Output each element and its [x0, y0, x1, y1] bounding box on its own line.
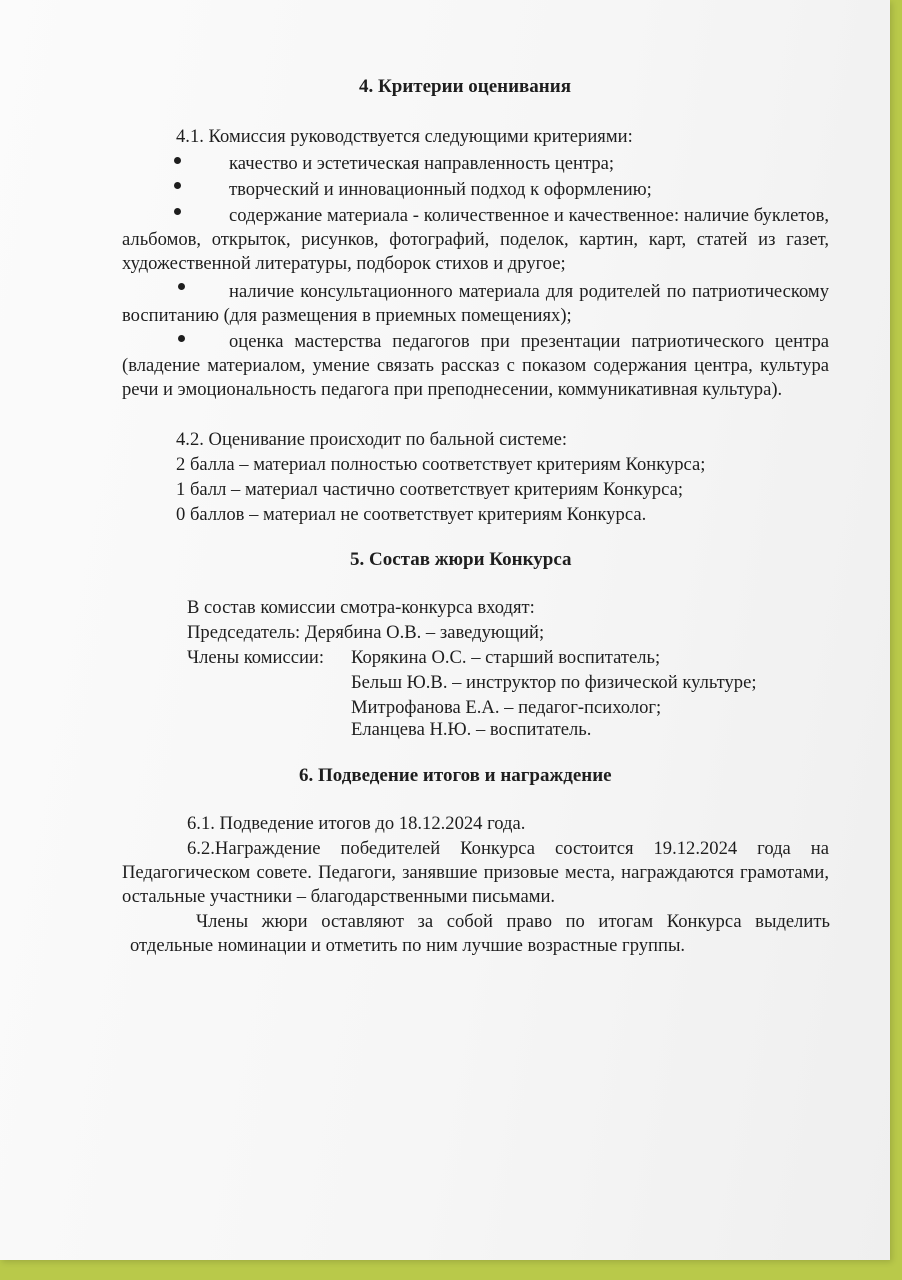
- criteria-item-2: творческий и инновационный подход к оформлению;: [229, 179, 652, 200]
- criteria-item-3: содержание материала - количественное и качественное: наличие буклетов, альбомов, открыток, рисунков, фотографий, поделок, картин, карт, статей из газет, художественной литературы, подборок стихов и другое;: [122, 205, 829, 274]
- item-4-2: 4.2. Оценивание происходит по бальной системе:: [176, 429, 568, 450]
- jury-members-label: Члены комиссии:: [187, 647, 325, 668]
- score-0: 0 баллов – материал не соответствует критериям Конкурса.: [176, 504, 647, 525]
- jury-member: Еланцева Н.Ю. – воспитатель.: [351, 719, 592, 740]
- jury-chair: Председатель: Дерябина О.В. – заведующий;: [187, 622, 545, 643]
- section-4-heading: 4. Критерии оценивания: [359, 76, 571, 97]
- jury-intro: В состав комиссии смотра-конкурса входят:: [187, 597, 535, 618]
- criteria-item-5: оценка мастерства педагогов при презентации патриотического центра (владение материалом, умение связать рассказ с показом содержания центра, культура речи и эмоциональность педагога при преподнесении, коммуникативная культура).: [122, 331, 829, 400]
- criteria-item-4: наличие консультационного материала для родителей по патриотическому воспитанию (для размещения в приемных помещениях);: [122, 281, 829, 326]
- section-5-heading: 5. Состав жюри Конкурса: [350, 549, 572, 570]
- jury-member: Бельш Ю.В. – инструктор по физической культуре;: [351, 672, 757, 693]
- jury-member: Митрофанова Е.А. – педагог-психолог;: [351, 697, 662, 718]
- bullet-icon: [174, 157, 181, 164]
- results-date: 6.1. Подведение итогов до 18.12.2024 года.: [187, 813, 526, 834]
- jury-member: Корякина О.С. – старший воспитатель;: [351, 647, 661, 668]
- jury-rights-paragraph: Члены жюри оставляют за собой право по итогам Конкурса выделить отдельные номинации и отметить по ним лучшие возрастные группы.: [130, 911, 830, 956]
- score-1: 1 балл – материал частично соответствует критериям Конкурса;: [176, 479, 683, 500]
- criteria-intro: 4.1. Комиссия руководствуется следующими критериями:: [176, 126, 633, 147]
- awards-paragraph: 6.2.Награждение победителей Конкурса состоится 19.12.2024 года на Педагогическом совете. Педагоги, занявшие призовые места, награждаются грамотами, остальные участники – благодарственными письмами.: [122, 838, 829, 907]
- section-6-heading: 6. Подведение итогов и награждение: [299, 765, 612, 786]
- bullet-icon: [174, 182, 181, 189]
- score-2: 2 балла – материал полностью соответствует критериям Конкурса;: [176, 454, 706, 475]
- criteria-item-1: качество и эстетическая направленность центра;: [229, 153, 615, 174]
